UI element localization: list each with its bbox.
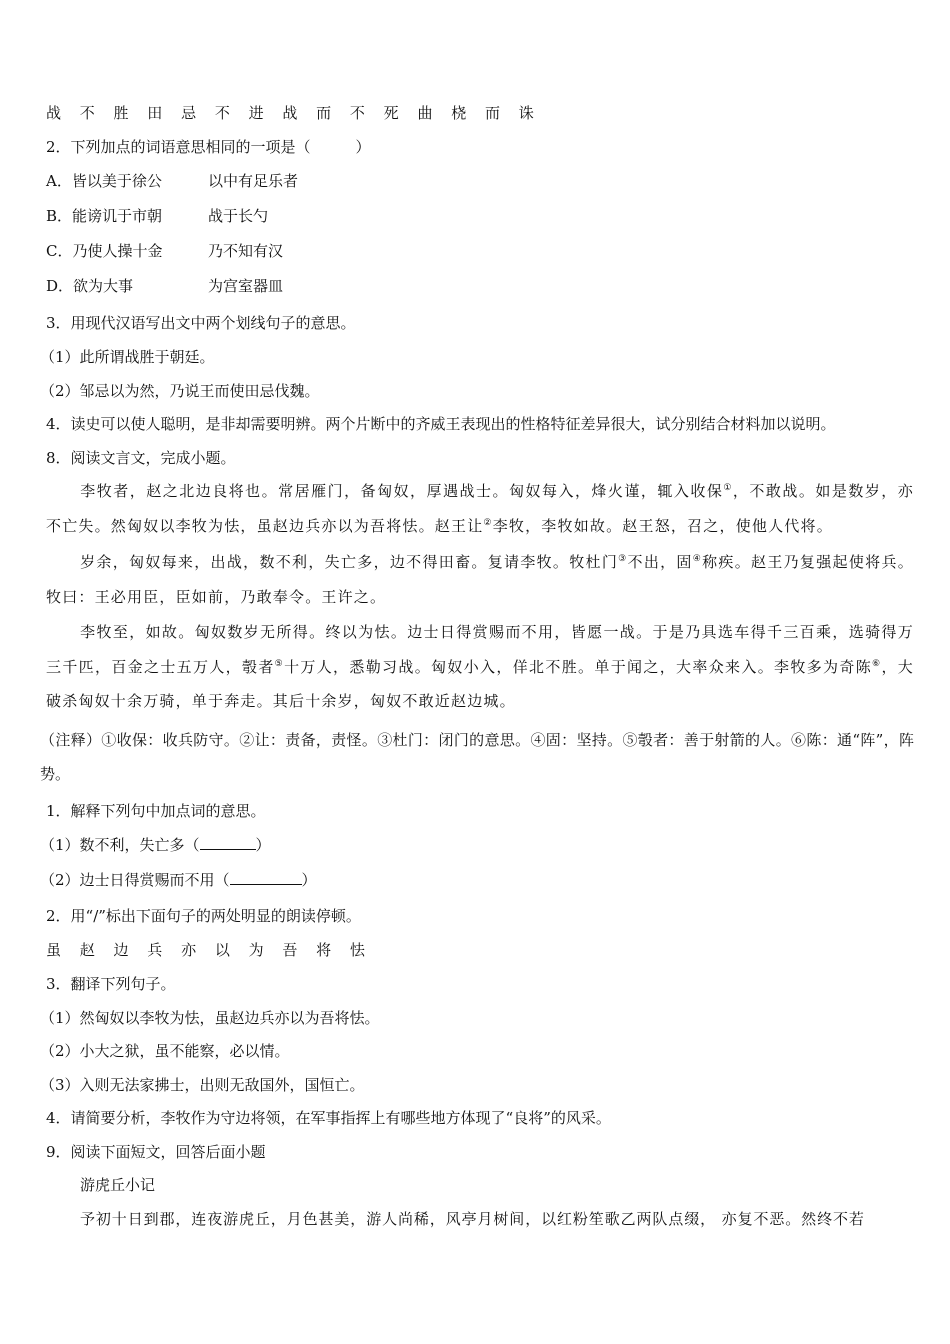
section-8-heading: 8．阅读文言文，完成小题。 <box>46 449 236 467</box>
option-c <box>46 241 283 261</box>
question-3-1: （1）此所谓战胜于朝廷。 <box>40 348 215 366</box>
question-3: 3．用现代汉语写出文中两个划线句子的意思。 <box>46 314 356 332</box>
answer-blank[interactable] <box>230 870 302 885</box>
sentence-to-mark: 虽 赵 边 兵 亦 以 为 吾 将 怯 <box>46 941 372 959</box>
passage-title: 游虎丘小记 <box>80 1176 156 1194</box>
question-b1: 1．解释下列句中加点词的意思。 <box>46 802 266 820</box>
option-b-left: B．能谤讥于市朝 <box>46 207 163 225</box>
option-a-right: 以中有足乐者 <box>208 172 299 190</box>
question-3-2: （2）邹忌以为然，乃说王而使田忌伐魏。 <box>40 382 320 400</box>
passage-9-line: 予初十日到郡，连夜游虎丘，月色甚美，游人尚稀，风亭月树间，以红粉笙歌乙两队点缀， 亦复不恶。然终不若 <box>80 1210 865 1228</box>
passage-paragraph-3: 李牧至，如故。匈奴数岁无所得。终以为怯。边士日得赏赐而不用，皆愿一战。于是乃具选车得千三百乘，选骑得万三千匹，百金之士五万人，彀者⑤十万人，悉勒习战。匈奴小入，佯北不胜。单于闻之，大率众来入。李牧多为奇陈⑥，大破杀匈奴十余万骑，单于奔走。其后十余岁，匈奴不敢近赵边城。 <box>46 623 914 710</box>
sentence-line: 战 不 胜 田 忌 不 进 战 而 不 死 曲 桡 而 诛 <box>46 104 541 122</box>
question-b3-2: （2）小大之狱，虽不能察，必以情。 <box>40 1042 290 1060</box>
option-d-right: 为宫室器皿 <box>208 277 284 295</box>
question-b2: 2．用“/”标出下面句子的两处明显的朗读停顿。 <box>46 907 361 925</box>
question-b4: 4．请简要分析，李牧作为守边将领，在军事指挥上有哪些地方体现了“良将”的风采。 <box>46 1109 611 1127</box>
question-b1-2: （2）边士日得赏赐而不用（ ） <box>40 871 317 889</box>
option-c-right: 乃不知有汉 <box>208 242 284 260</box>
answer-blank[interactable] <box>200 835 256 850</box>
option-d <box>46 276 283 296</box>
question-4: 4．读史可以使人聪明，是非却需要明辨。两个片断中的齐威王表现出的性格特征差异很大，试分别结合材料加以说明。 <box>46 415 836 433</box>
question-2: 2．下列加点的词语意思相同的一项是（ ） <box>46 138 371 156</box>
question-b3-3: （3）入则无法家拂士，出则无敌国外，国恒亡。 <box>40 1076 365 1094</box>
option-d-left: D．欲为大事 <box>46 277 134 295</box>
question-b3-1: （1）然匈奴以李牧为怯，虽赵边兵亦以为吾将怯。 <box>40 1009 380 1027</box>
option-a <box>46 171 298 191</box>
option-c-left: C．乃使人操十金 <box>46 242 163 260</box>
option-a-left: A．皆以美于徐公 <box>46 172 162 190</box>
option-b-right: 战于长勺 <box>208 207 269 225</box>
question-b3: 3．翻译下列句子。 <box>46 975 176 993</box>
passage-paragraph-1: 李牧者，赵之北边良将也。常居雁门，备匈奴，厚遇战士。匈奴每入，烽火谨，辄入收保①，不敢战。如是数岁，亦不亡失。然匈奴以李牧为怯，虽赵边兵亦以为吾将怯。赵王让②李牧，李牧如故。赵王怒，召之，使他人代将。 <box>46 482 914 535</box>
passage-paragraph-2: 岁余，匈奴每来，出战，数不利，失亡多，边不得田畜。复请李牧。牧杜门③不出，固④称疾。赵王乃复强起使将兵。牧曰：王必用臣，臣如前，乃敢奉令。王许之。 <box>46 553 914 606</box>
question-b1-1: （1）数不利，失亡多（ ） <box>40 836 271 854</box>
annotation-note: （注释）①收保：收兵防守。②让：责备，责怪。③杜门：闭门的意思。④固：坚持。⑤彀者：善于射箭的人。⑥陈：通“阵”，阵势。 <box>40 731 914 783</box>
section-9-heading: 9．阅读下面短文，回答后面小题 <box>46 1143 266 1161</box>
option-b <box>46 206 268 226</box>
